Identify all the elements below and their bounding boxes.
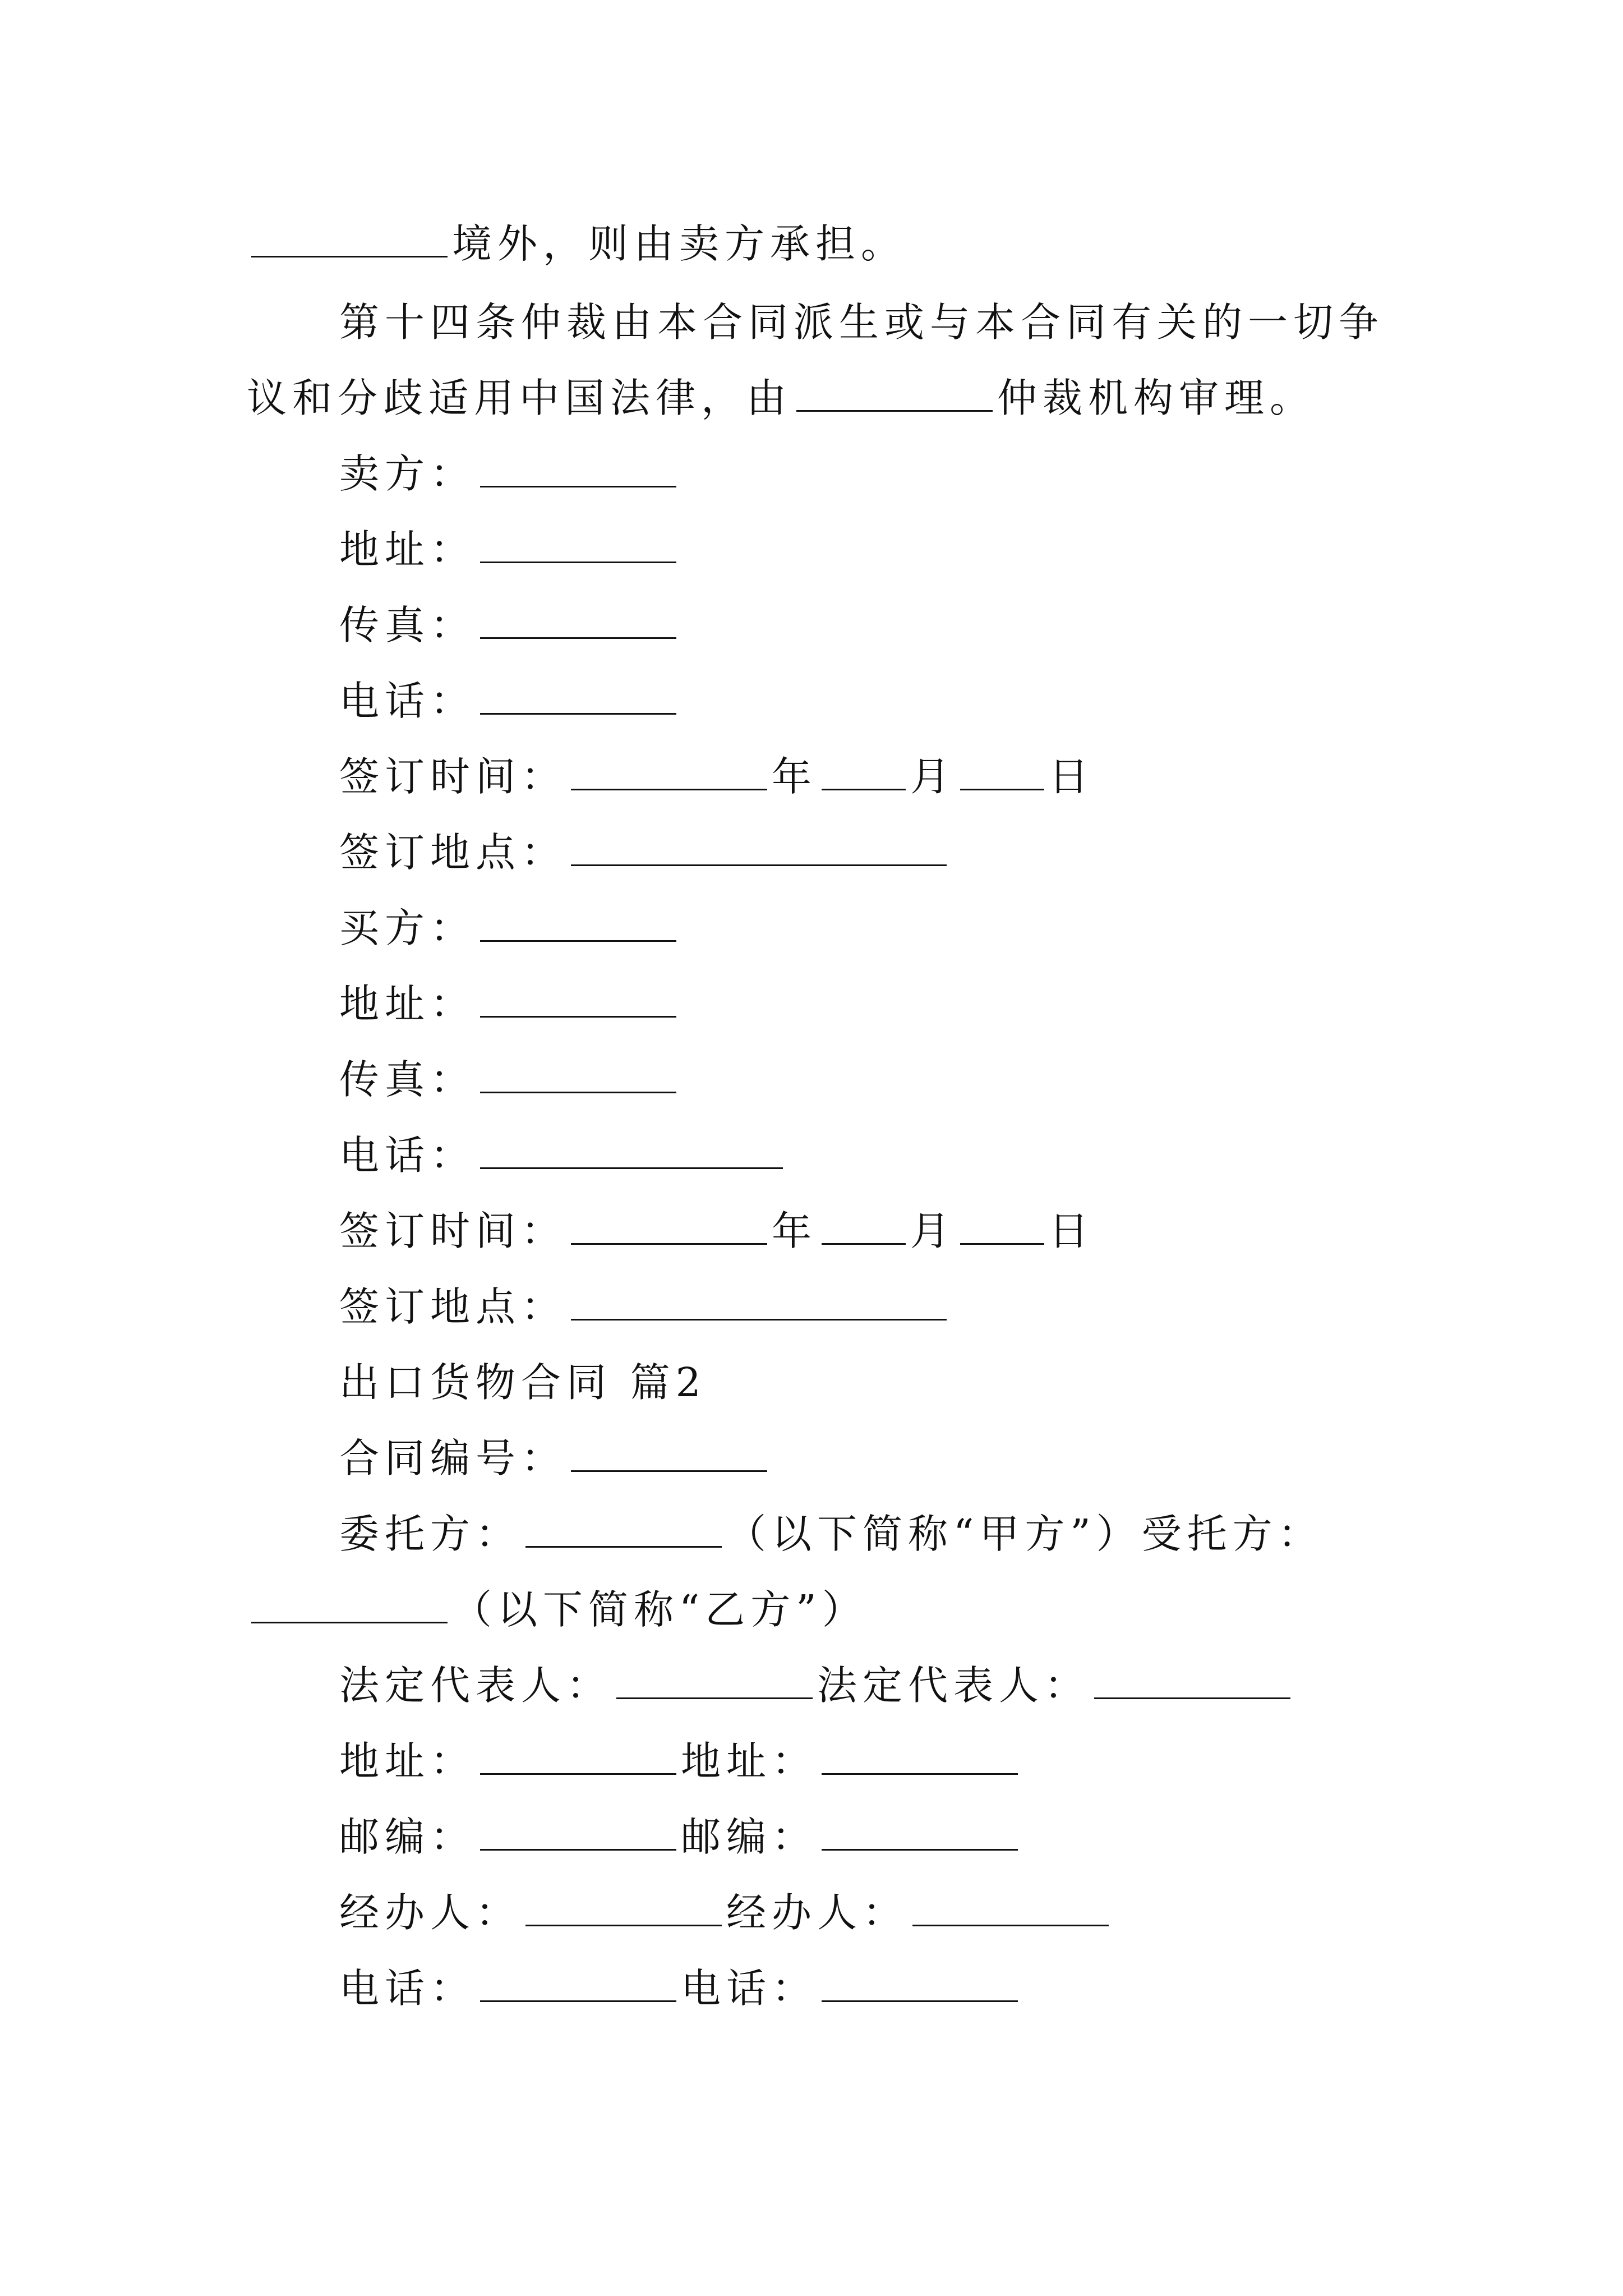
blank-field [571, 755, 767, 790]
alias-text: （以下简称“乙方”） [452, 1586, 868, 1633]
contract-number-row [339, 1428, 772, 1489]
phone-row [339, 1958, 1022, 2019]
blank-field [480, 679, 676, 715]
blank-field [822, 1815, 1018, 1851]
blank-field [480, 1058, 676, 1093]
buyer-row [339, 898, 681, 959]
blank-field [525, 1891, 722, 1926]
blank-field [251, 222, 448, 257]
article-14-line1 [339, 292, 1384, 353]
agent-row [247, 1579, 868, 1641]
buyer-address-row [339, 973, 681, 1035]
postcode-row [339, 1806, 1022, 1868]
field-label: 地址： [339, 981, 476, 1027]
blank-field [525, 1512, 722, 1548]
buyer-sign-place-row [339, 1276, 951, 1338]
blank-field [796, 376, 993, 412]
field-label: 法定代表人： [817, 1662, 1090, 1709]
day-label: 日 [1049, 1208, 1095, 1254]
seller-sign-time-row [339, 746, 1094, 808]
blank-field [822, 755, 906, 790]
field-label: 传真： [339, 602, 476, 648]
blank-field [480, 907, 676, 942]
continuation-line [247, 213, 906, 275]
seller-phone-row [339, 670, 681, 732]
field-label: 签订地点： [339, 1283, 567, 1330]
client-row [339, 1503, 1324, 1565]
alias-text: （以下简称“甲方”） [726, 1511, 1142, 1557]
line-text: 境外，则由卖方承担。 [452, 220, 907, 267]
field-label: 电话： [339, 678, 476, 724]
field-label: 经办人： [339, 1889, 522, 1936]
buyer-phone-row [339, 1125, 787, 1186]
field-label: 地址： [681, 1738, 818, 1784]
blank-field [960, 1209, 1044, 1245]
field-label: 地址： [339, 1738, 476, 1784]
blank-field [480, 604, 676, 639]
year-label: 年 [772, 1208, 818, 1254]
field-label: 委托方： [339, 1511, 522, 1557]
blank-field [480, 982, 676, 1018]
blank-field [571, 831, 947, 866]
field-label: 买方： [339, 905, 476, 951]
blank-field [571, 1437, 767, 1472]
blank-field [480, 1740, 676, 1775]
blank-field [822, 1967, 1018, 2002]
day-label: 日 [1049, 753, 1095, 800]
blank-field [1094, 1664, 1290, 1699]
seller-sign-place-row [339, 822, 951, 884]
seller-row [339, 443, 681, 505]
field-label: 签订时间： [339, 1208, 567, 1254]
blank-field [822, 1740, 1018, 1775]
field-label: 签订地点： [339, 829, 567, 876]
article-text: 第十四条仲裁由本合同派生或与本合同有关的一切争 [339, 299, 1385, 346]
article-text: 议和分歧适用中国法律，由 [247, 375, 792, 421]
blank-field [912, 1891, 1109, 1926]
blank-field [251, 1588, 448, 1623]
blank-field [480, 1815, 676, 1851]
legal-rep-row [339, 1655, 1295, 1717]
field-label: 地址： [339, 526, 476, 573]
seller-address-row [339, 519, 681, 581]
field-label: 经办人： [726, 1889, 909, 1936]
field-label: 电话： [681, 1965, 818, 2012]
seller-fax-row [339, 595, 681, 656]
address-row [339, 1731, 1022, 1792]
blank-field [822, 1209, 906, 1245]
blank-field [480, 452, 676, 487]
field-label: 邮编： [681, 1814, 818, 1860]
field-label: 卖方： [339, 450, 476, 497]
handler-row [339, 1882, 1113, 1944]
blank-field [960, 755, 1044, 790]
section-title [339, 1352, 707, 1414]
buyer-sign-time-row [339, 1200, 1094, 1262]
field-label: 传真： [339, 1056, 476, 1103]
blank-field [480, 1134, 783, 1169]
field-label: 邮编： [339, 1814, 476, 1860]
field-label: 电话： [339, 1132, 476, 1179]
field-label: 受托方： [1141, 1511, 1324, 1557]
field-label: 合同编号： [339, 1435, 567, 1481]
blank-field [571, 1285, 947, 1320]
blank-field [480, 528, 676, 563]
field-label: 签订时间： [339, 753, 567, 800]
month-label: 月 [910, 753, 956, 800]
buyer-fax-row [339, 1049, 681, 1111]
field-label: 法定代表人： [339, 1662, 612, 1709]
article-14-line2 [247, 367, 1315, 429]
month-label: 月 [910, 1208, 956, 1254]
section-title-text: 出口货物合同 篇2 [339, 1359, 707, 1406]
blank-field [480, 1967, 676, 2002]
blank-field [571, 1209, 767, 1245]
article-text: 仲裁机构审理。 [997, 375, 1316, 421]
field-label: 电话： [339, 1965, 476, 2012]
year-label: 年 [772, 753, 818, 800]
blank-field [616, 1664, 813, 1699]
